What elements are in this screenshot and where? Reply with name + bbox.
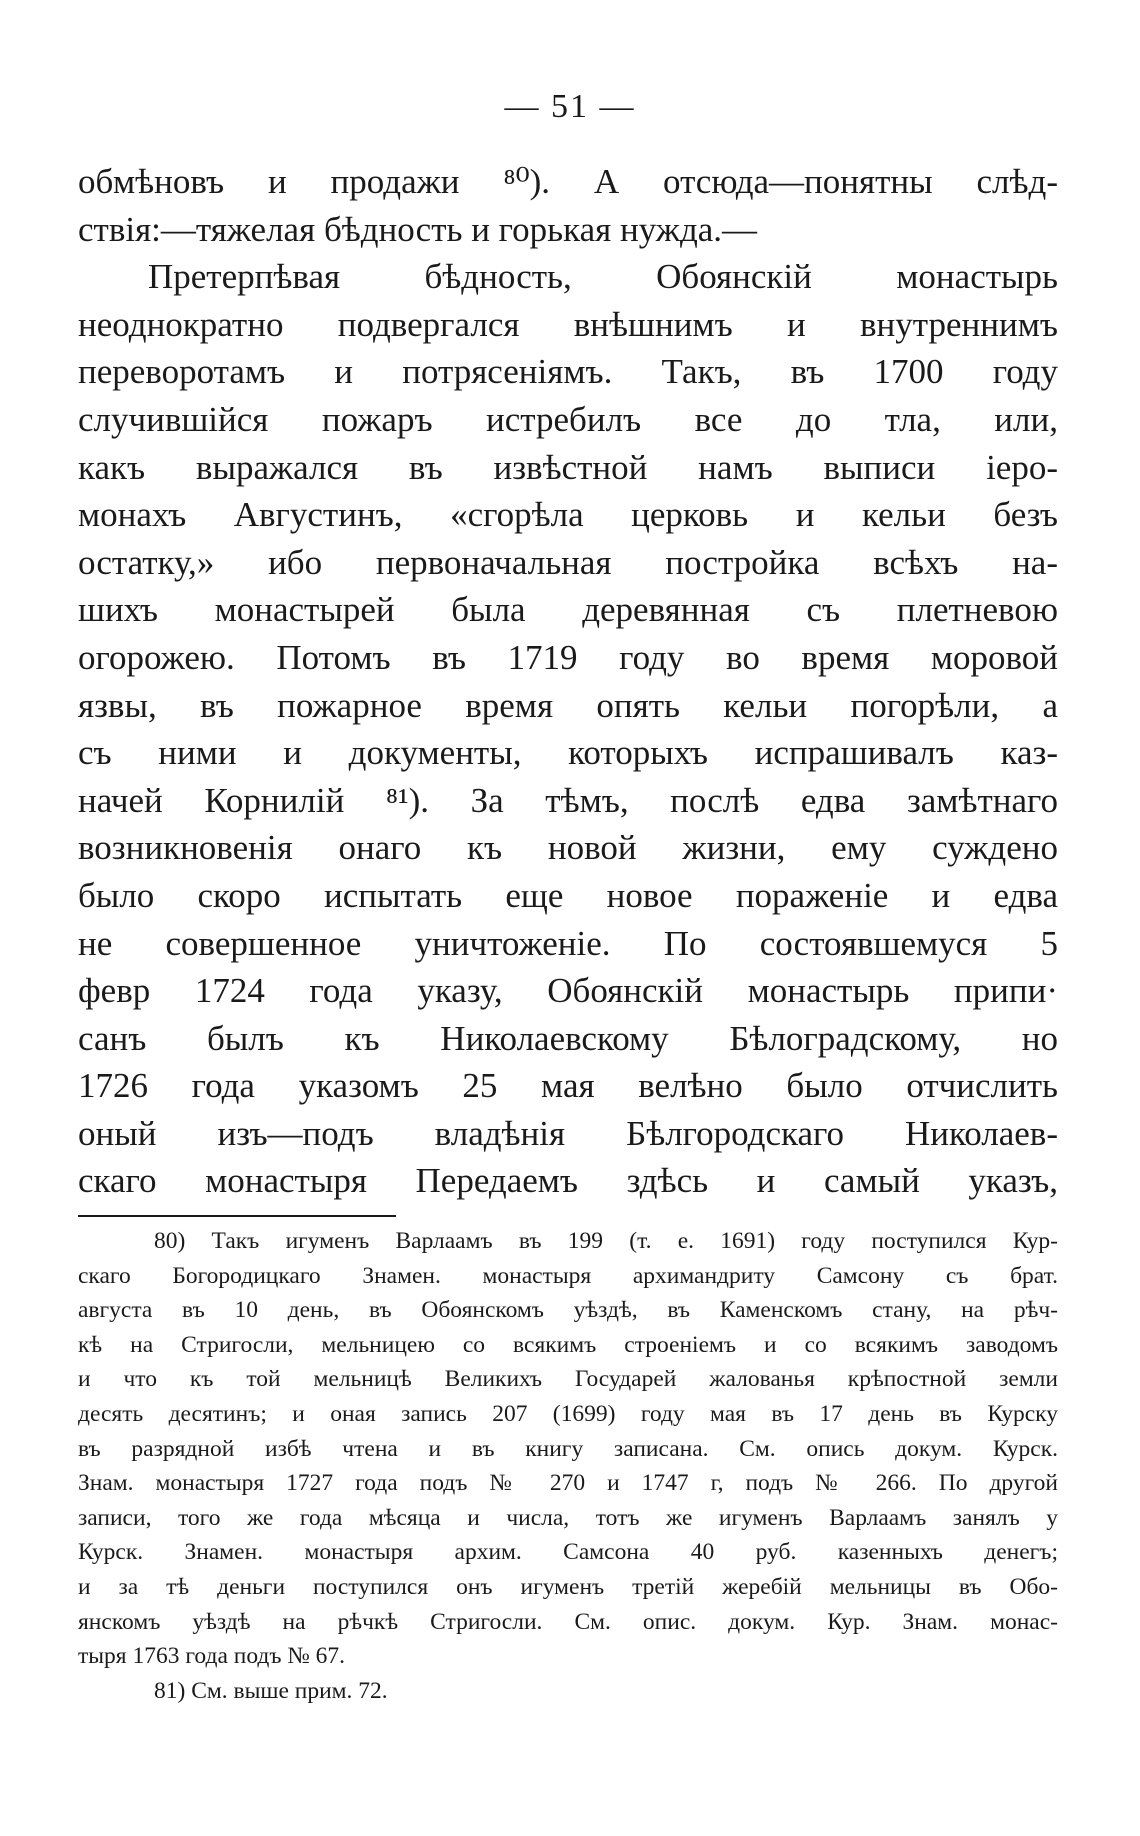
footnote-line: десять десятинъ; и оная запись 207 (1699) году мая въ 17 день въ Курску	[78, 1400, 1058, 1427]
text-line: Претерпѣвая бѣдность, Обоянскій монастырь	[148, 257, 1058, 297]
footnote-line: записи, того же года мѣсяца и числа, тотъ же игуменъ Варлаамъ занялъ у	[78, 1504, 1058, 1531]
page-number: — 51 —	[504, 88, 636, 125]
text-line: огорожею. Потомъ въ 1719 году во время моровой	[78, 637, 1058, 677]
footnotes	[78, 1224, 1058, 1708]
footnote-line: Курск. Знамен. монастыря архим. Самсона 40 руб. казенныхъ денегъ;	[78, 1539, 1058, 1566]
text-line: монахъ Августинъ, «сгорѣла церковь и кельи безъ	[78, 495, 1058, 535]
footnote-line: августа въ 10 день, въ Обоянскомъ уѣздѣ, въ Каменскомъ стану, на рѣч-	[78, 1297, 1058, 1324]
text-line: санъ былъ къ Николаевскому Бѣлоградскому, но	[78, 1018, 1058, 1058]
footnote-line: тыря 1763 года подъ № 67.	[78, 1643, 346, 1670]
text-line: шихъ монастырей была деревянная съ плетневою	[78, 590, 1058, 630]
footnote-line: 81) См. выше прим. 72.	[154, 1677, 388, 1704]
text-line: 1726 года указомъ 25 мая велѣно было отчислить	[78, 1066, 1058, 1106]
text-line: февр 1724 года указу, Обоянскій монастырь припи·	[78, 971, 1058, 1011]
footnote-line: кѣ на Стригосли, мельницею со всякимъ строеніемъ и со всякимъ заводомъ	[78, 1331, 1058, 1358]
main-text	[78, 158, 1058, 1205]
footnote-line: и за тѣ деньги поступился онъ игуменъ третій жеребій мельницы въ Обо-	[78, 1573, 1058, 1600]
text-line: было скоро испытать еще новое пораженіе и едва	[78, 875, 1058, 915]
footnote-line: Знам. монастыря 1727 года подъ № 270 и 1747 г, подъ № 266. По другой	[78, 1470, 1058, 1497]
text-line: неоднократно подвергался внѣшнимъ и внутреннимъ	[78, 304, 1058, 344]
footnote-line: въ разрядной избѣ чтена и въ книгу записана. См. опись докум. Курск.	[78, 1435, 1058, 1462]
footnote-line: 80) Такъ игуменъ Варлаамъ въ 199 (т. е. 1691) году поступился Кур-	[154, 1228, 1058, 1254]
text-line: оный изъ—подъ владѣнія Бѣлгородскаго Николаев-	[78, 1113, 1058, 1153]
text-line: обмѣновъ и продажи ⁸⁰). А отсюда—понятны слѣд-	[78, 162, 1058, 201]
text-line: язвы, въ пожарное время опять кельи погорѣли, а	[78, 685, 1058, 725]
text-line: скаго монастыря Передаемъ здѣсь и самый указъ,	[78, 1161, 1058, 1201]
text-line: начей Корнилій ⁸¹). За тѣмъ, послѣ едва замѣтнаго	[78, 780, 1058, 820]
text-line: съ ними и документы, которыхъ испрашивалъ каз-	[78, 733, 1058, 773]
text-line: какъ выражался въ извѣстной намъ выписи іеро-	[78, 447, 1058, 487]
footnote-line: янскомъ уѣздѣ на рѣчкѣ Стригосли. См. опис. докум. Кур. Знам. монас-	[78, 1608, 1058, 1635]
footnote-line: скаго Богородицкаго Знамен. монастыря архимандриту Самсону съ брат.	[78, 1262, 1058, 1289]
footnote-divider	[78, 1215, 396, 1217]
footnote-line: и что къ той мельницѣ Великихъ Государей жалованья крѣпостной земли	[78, 1366, 1058, 1393]
text-line: переворотамъ и потрясеніямъ. Такъ, въ 1700 году	[78, 352, 1058, 392]
text-line: ствія:—тяжелая бѣдность и горькая нужда.—	[78, 209, 758, 249]
text-line: случившійся пожаръ истребилъ все до тла, или,	[78, 399, 1058, 439]
text-line: возникновенія онаго къ новой жизни, ему суждено	[78, 828, 1058, 868]
text-line: не совершенное уничтоженіе. По состоявшемуся 5	[78, 923, 1058, 963]
text-line: остатку,» ибо первоначальная постройка всѣхъ на-	[78, 542, 1058, 582]
